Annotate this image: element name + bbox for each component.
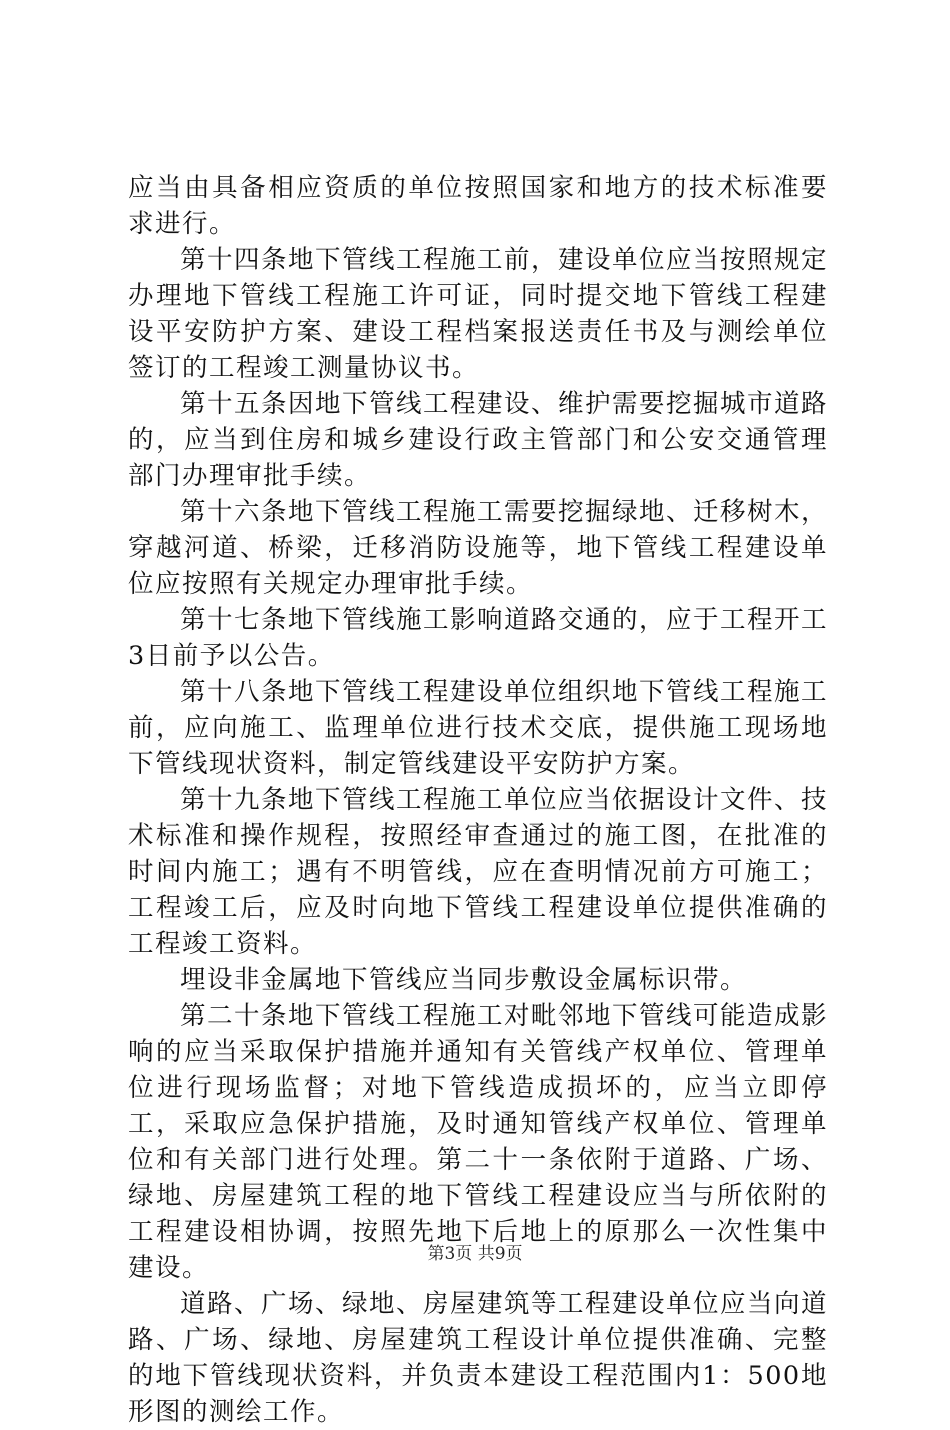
paragraph-article-19: 第十九条地下管线工程施工单位应当依据设计文件、技术标准和操作规程，按照经审查通过的施工图，在批准的时间内施工；遇有不明管线，应在查明情况前方可施工；工程竣工后，应及时向地下管线工程建设单位提供准确的工程竣工资料。 [128, 785, 829, 959]
paragraph-article-16: 第十六条地下管线工程施工需要挖掘绿地、迁移树木，穿越河道、桥梁，迁移消防设施等，地下管线工程建设单位应按照有关规定办理审批手续。 [128, 497, 829, 599]
page-number: 第3页 共9页 [427, 1244, 523, 1264]
paragraph-article-14: 第十四条地下管线工程施工前，建设单位应当按照规定办理地下管线工程施工许可证，同时提交地下管线工程建设平安防护方案、建设工程档案报送责任书及与测绘单位签订的工程竣工测量协议书。 [128, 245, 829, 383]
document-body [128, 170, 828, 1430]
paragraph-article-17: 第十七条地下管线施工影响道路交通的，应于工程开工3日前予以公告。 [128, 605, 829, 671]
paragraph-article-18: 第十八条地下管线工程建设单位组织地下管线工程施工前，应向施工、监理单位进行技术交底，提供施工现场地下管线现状资料，制定管线建设平安防护方案。 [128, 677, 829, 779]
paragraph-continuation: 应当由具备相应资质的单位按照国家和地方的技术标准要求进行。 [128, 173, 828, 239]
paragraph-road-construction: 道路、广场、绿地、房屋建筑等工程建设单位应当向道路、广场、绿地、房屋建筑工程设计单位提供准确、完整的地下管线现状资料，并负责本建设工程范围内1：500地形图的测绘工作。 [128, 1289, 829, 1427]
page-footer [0, 1243, 950, 1265]
paragraph-article-20-21: 第二十条地下管线工程施工对毗邻地下管线可能造成影响的应当采取保护措施并通知有关管线产权单位、管理单位进行现场监督；对地下管线造成损坏的，应当立即停工，采取应急保护措施，及时通知管线产权单位、管理单位和有关部门进行处理。第二十一条依附于道路、广场、绿地、房屋建筑工程的地下管线工程建设应当与所依附的工程建设相协调，按照先地下后地上的原那么一次性集中建设。 [128, 1001, 829, 1283]
paragraph-metal-marker: 埋设非金属地下管线应当同步敷设金属标识带。 [180, 965, 748, 995]
paragraph-article-15: 第十五条因地下管线工程建设、维护需要挖掘城市道路的，应当到住房和城乡建设行政主管部门和公安交通管理部门办理审批手续。 [128, 389, 829, 491]
